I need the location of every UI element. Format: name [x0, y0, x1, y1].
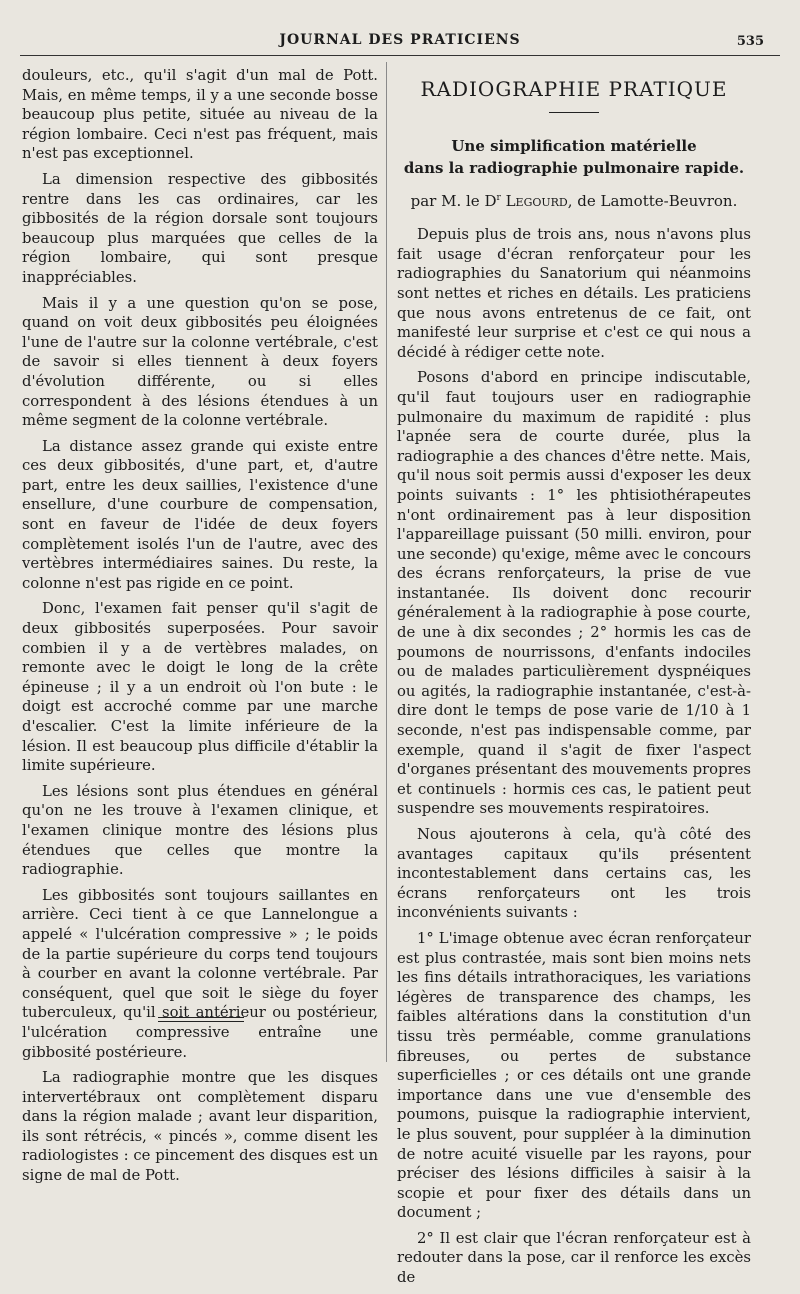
header-rule — [20, 55, 780, 56]
article-title — [397, 135, 751, 179]
byline-suffix: , de Lamotte-Beuvron. — [567, 191, 738, 210]
left-column — [22, 66, 378, 1192]
column-divider — [386, 62, 387, 1062]
paragraph: 2° Il est clair que l'écran renforçateur est à redouter dans la pose, car il renforce les excès de — [397, 1229, 751, 1287]
running-header — [0, 30, 800, 52]
section-title: RADIOGRAPHIE PRATIQUE — [420, 77, 728, 101]
journal-title: JOURNAL DES PRATICIENS — [279, 32, 521, 48]
paragraph: Donc, l'examen fait penser qu'il s'agit de deux gibbosités superposées. Pour savoir combien il y a de vertèbres malades, on remonte avec le doigt le long de la crête épineuse ; il y a un endroit où l'on bute : le doigt est accroché comme par une marche d'escalier. C'est la limite inférieure de la lésion. Il est beaucoup plus difficile d'établir la limite supérieure. — [22, 600, 378, 775]
paragraph: 1° L'image obtenue avec écran renforçateur est plus contrastée, mais sont bien moins nets les fins détails intrathoraciques, les variations légères de transparence des champs, les faibles altérations dans la constitution d'un tissu très perméable, comme granulations fibreuses, ou pertes de substance superficielles ; or ces détails ont une grande importance dans une vue d'ensemble des poumons, puisque la radiographie intervient, le plus souvent, pour suppléer à la diminution de notre acuité visuelle par les rayons, pour préciser des lésions difficiles à saisir à la scopie et pour fixer des détails dans un document ; — [397, 929, 751, 1222]
paragraph: La distance assez grande qui existe entre ces deux gibbosités, d'une part, et, d'autre part, entre les deux saillies, l'existence d'une ensellure, d'une courbure de compensation, sont en faveur de l'idée de deux foyers complètement isolés l'un de l'autre, avec des vertèbres intermédiaires saines. Du reste, la colonne n'est pas rigide en ce point. — [22, 437, 378, 592]
paragraph: douleurs, etc., qu'il s'agit d'un mal de Pott. Mais, en même temps, il y a une seconde bosse beaucoup plus petite, située au niveau de la région lombaire. Ceci n'est pas fréquent, mais n'est pas exceptionnel. — [22, 67, 378, 163]
paragraph: Les lésions sont plus étendues en général qu'on ne les trouve à l'examen clinique, et l'examen clinique montre des lésions plus étendues que celles que montre la radiographie. — [22, 782, 378, 879]
paragraph: Les gibbosités sont toujours saillantes en arrière. Ceci tient à ce que Lannelongue a appelé « l'ulcération compressive » ; le poids de la partie supérieure du corps tend toujours à courber en avant la colonne vertébrale. Par conséquent, quel que soit le siège du foyer tuberculeux, qu'il soit antérieur ou postérieur, l'ulcération compressive entraîne une gibbosité postérieure. — [22, 886, 378, 1061]
article-title-line-2: dans la radiographie pulmonaire rapide. — [403, 158, 745, 177]
paragraph: La radiographie montre que les disques intervertébraux ont complètement disparu dans la région malade ; avant leur disparition, ils sont rétrécis, « pincés », comme disent les radiologistes : ce pincement des disques est un signe de mal de Pott. — [22, 1069, 378, 1185]
article-title-line-1: Une simplification matérielle — [451, 136, 697, 155]
paragraph: Nous ajouterons à cela, qu'à côté des avantages capitaux qu'ils présentent incontestablement dans certains cas, les écrans renforçateurs ont les trois inconvénients suivants : — [397, 826, 751, 922]
article-end-rule — [158, 1017, 244, 1022]
author-name: Legourd — [505, 191, 568, 210]
paragraph: La dimension respective des gibbosités rentre dans les cas ordinaires, car les gibbosités de la région dorsale sont toujours beaucoup plus marquées que celles de la région lombaire, qui sont presque inappréciables. — [22, 170, 378, 286]
byline — [397, 189, 751, 212]
paragraph: Mais il y a une question qu'on se pose, quand on voit deux gibbosités peu éloignées l'une de l'autre sur la colonne vertébrale, c'est de savoir si elles tiennent à deux foyers d'évolution différente, ou si elles correspondent à des lésions étendues à un même segment de la colonne vertébrale. — [22, 294, 378, 430]
title-rule — [549, 112, 599, 113]
paragraph: Depuis plus de trois ans, nous n'avons plus fait usage d'écran renforçateur pour les radiographies du Sanatorium qui néanmoins sont nettes et riches en détails. Les praticiens que nous avons entretenus de ce fait, ont manifesté leur surprise et c'est ce qui nous a décidé à rédiger cette note. — [397, 226, 751, 361]
right-column — [397, 66, 751, 1294]
byline-prefix: par M. le D — [410, 191, 497, 210]
paragraph: Posons d'abord en principe indiscutable, qu'il faut toujours user en radiographie pulmonaire du maximum de rapidité : plus l'apnée sera de courte durée, plus la radiographie a des chances d'être nette. Mais, qu'il nous soit permis aussi d'exposer les deux points suivants : 1° les phtisiothérapeutes n'ont ordinairement pas à leur disposition l'appareillage puissant (50 milli. environ, pour une seconde) qu'exige, même avec le concours des écrans renforçateurs, la prise de vue instantanée. Ils doivent donc recourir généralement à la radiographie à pose courte, de une à dix secondes ; 2° hormis les cas de poumons de nourrissons, d'enfants indociles ou de malades particulièrement dyspnéiques ou agités, la radiographie instantanée, c'est-à-dire dont le temps de pose varie de 1/10 à 1 seconde, n'est pas indispensable comme, par exemple, quand il s'agit de fixer l'aspect d'organes présentant des mouvements propres et continuels : hormis ces cas, le patient peut suspendre ses mouvements respiratoires. — [397, 369, 751, 818]
page-number: 535 — [736, 34, 764, 49]
byline-sup: r — [496, 192, 501, 203]
